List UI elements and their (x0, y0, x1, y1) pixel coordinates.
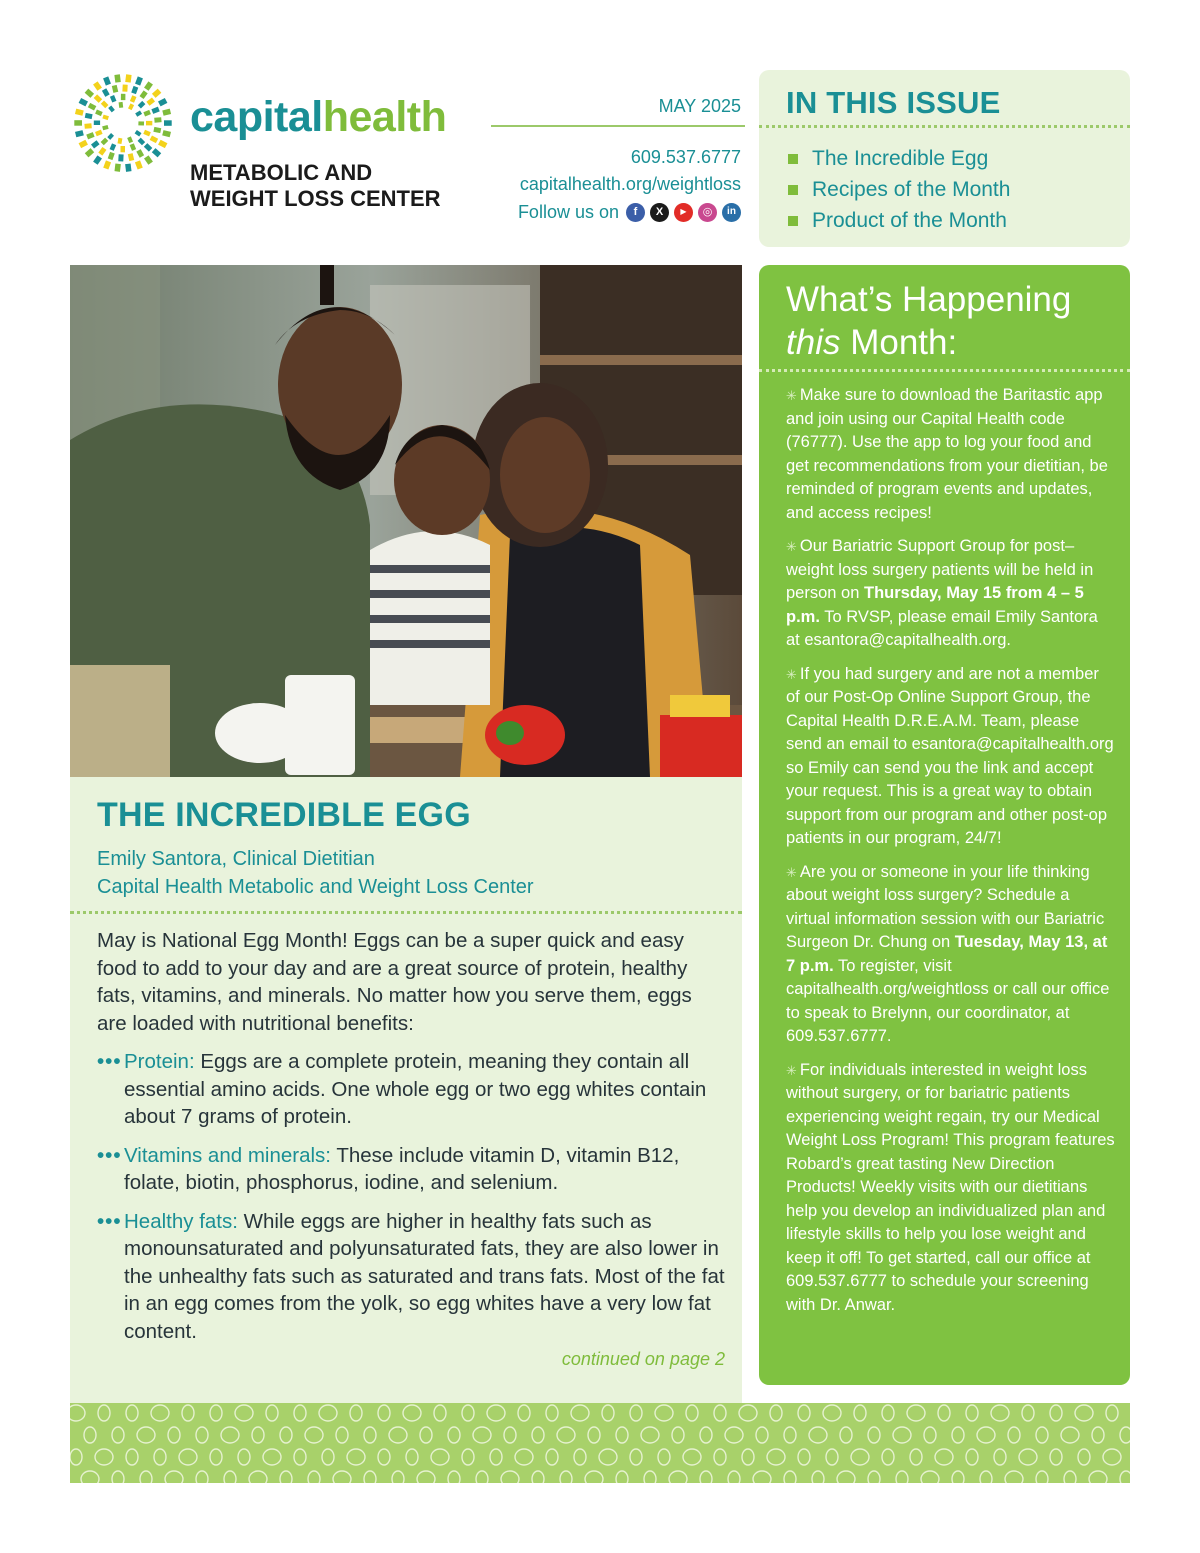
square-bullet-icon (788, 185, 798, 195)
happening-item-text: To register, visit capitalhealth.org/weightloss or call our office to speak to Brelynn, our coordinator, at 609.537.6777. (786, 956, 1110, 1045)
dots-bullet-icon: ••• (97, 1050, 122, 1073)
toc-item-label: Recipes of the Month (812, 178, 1011, 201)
toc-item-label: The Incredible Egg (812, 147, 989, 170)
happening-list (786, 384, 1116, 1327)
happening-title-line1: What’s Happening (786, 280, 1072, 319)
happening-item (786, 663, 1116, 851)
article-title: THE INCREDIBLE EGG (97, 796, 471, 834)
happening-item-text: Are you or someone in your life thinking about weight loss surgery? Schedule a virtual information session with our Bariatric Surgeon Dr. Chung on (786, 862, 1105, 951)
happening-item-highlight: Thursday, May 15 from 4 – 5 p.m. (786, 584, 1084, 626)
brand-word-capital: capital (190, 93, 323, 141)
x-icon[interactable]: X (650, 203, 669, 222)
happening-item (786, 861, 1116, 1049)
bullet-term: Healthy fats: (124, 1209, 238, 1233)
continued-note: continued on page 2 (561, 1349, 725, 1369)
bullet-term: Protein: (124, 1050, 195, 1073)
instagram-icon[interactable]: ◎ (698, 203, 717, 222)
toc-item-incredible-egg[interactable] (788, 143, 1010, 174)
toc-list (788, 143, 1010, 236)
article-author: Emily Santora, Clinical Dietitian (97, 848, 375, 870)
facebook-icon[interactable]: f (626, 203, 645, 222)
toc-item-label: Product of the Month (812, 209, 1007, 232)
issue-date: MAY 2025 (658, 96, 741, 116)
follow-label: Follow us on (517, 202, 619, 222)
asterisk-bullet-icon: ✳ (786, 666, 797, 682)
bullet-term: Vitamins and minerals: (124, 1143, 331, 1167)
bullet-text: These include vitamin D, vitamin B12, folate, biotin, phosphorus, iodine, and selenium. (124, 1143, 680, 1194)
list-item (97, 1142, 727, 1197)
happening-item-text: To RVSP, please email Emily Santora at esantora@capitalhealth.org. (786, 607, 1098, 649)
bullet-text: While eggs are higher in healthy fats such as monounsaturated and polyunsaturated fats, they are also lower in the unhealthy fats such as saturated and trans fats. Most of the fat in an egg comes from the yolk, so egg whites have a very low fat content. (124, 1209, 725, 1343)
happening-item (786, 535, 1116, 653)
article-affiliation: Capital Health Metabolic and Weight Loss Center (97, 876, 534, 898)
in-this-issue-box (759, 70, 1130, 247)
list-item (97, 1048, 727, 1131)
egg-and-chick-pattern-icon (70, 1403, 1130, 1483)
happening-item (786, 384, 1116, 525)
dots-bullet-icon: ••• (97, 1143, 122, 1167)
happening-item-text: Our Bariatric Support Group for post–weight loss surgery patients will be held in person on (786, 537, 1094, 602)
brand-subtitle-line2: WEIGHT LOSS CENTER (190, 186, 441, 211)
sunburst-logo-icon (70, 70, 176, 176)
article-byline (97, 845, 534, 901)
article-intro: May is National Egg Month! Eggs can be a super quick and easy food to add to your day and are a great source of protein, healthy fats, vitamins, and minerals. No matter how you serve them, eggs are loaded with nutritional benefits: (97, 929, 692, 1035)
whats-happening-box (759, 265, 1130, 1385)
asterisk-bullet-icon: ✳ (786, 1062, 797, 1078)
happening-item-highlight: Tuesday, May 13, at 7 p.m. (786, 933, 1108, 975)
brand-wordmark[interactable] (190, 92, 446, 142)
asterisk-bullet-icon: ✳ (786, 864, 797, 880)
bullet-text: Eggs are a complete protein, meaning they contain all essential amino acids. One whole egg or two egg whites contain about 7 grams of protein. (124, 1050, 707, 1128)
toc-title: IN THIS ISSUE (786, 85, 1001, 120)
brand-subtitle (190, 160, 441, 212)
happening-title-line2 (786, 321, 1071, 364)
list-item (97, 1208, 727, 1346)
toc-item-product[interactable] (788, 205, 1010, 236)
happening-item-text: Make sure to download the Baritastic app and join using our Capital Health code (76777). Use the app to log your food and get recommendations from your dietitian, be reminded of program events and updates, and access recipes! (786, 386, 1108, 522)
happening-divider (759, 369, 1130, 372)
happening-item-text: For individuals interested in weight loss without surgery, or for bariatric patients experiencing weight regain, try our Medical Weight Loss Program! This program features Robard’s great tasting New Direction Products! Weekly visits with our dietitians help you develop an individualized plan and lifestyle skills to help you lose weight and keep it off! To get started, call our office at 609.537.6777 to schedule your screening with Dr. Anwar. (786, 1060, 1115, 1314)
website-link[interactable]: capitalhealth.org/weightloss (519, 174, 741, 194)
square-bullet-icon (788, 216, 798, 226)
asterisk-bullet-icon: ✳ (786, 388, 797, 403)
happening-title-rest: Month: (840, 323, 958, 362)
social-follow (518, 199, 741, 225)
brand-word-health: health (322, 93, 447, 141)
asterisk-bullet-icon: ✳ (786, 539, 797, 554)
phone-number[interactable]: 609.537.6777 (630, 147, 741, 167)
square-bullet-icon (788, 154, 798, 164)
header-divider (491, 125, 745, 127)
toc-item-recipes[interactable] (788, 174, 1010, 205)
article-body (97, 927, 727, 1356)
article-divider (70, 911, 742, 914)
youtube-icon[interactable]: ▶ (674, 203, 693, 222)
incredible-egg-article (70, 777, 742, 1403)
dots-bullet-icon: ••• (97, 1209, 122, 1233)
brand-subtitle-line1: METABOLIC AND (190, 160, 373, 185)
happening-title (786, 278, 1071, 364)
happening-item (786, 1059, 1116, 1318)
happening-item-text: If you had surgery and are not a member of our Post-Op Online Support Group, the Capital Health D.R.E.A.M. Team, please send an email to esantora@capitalhealth.org so Emily can send you the link and accept your request. This is a great way to obtain support from our program and other post-op patients in our program, 24/7! (786, 664, 1114, 847)
linkedin-icon[interactable]: in (722, 203, 741, 222)
family-cooking-photo (70, 265, 742, 777)
happening-title-italic: this (786, 323, 841, 362)
toc-divider (759, 125, 1130, 128)
